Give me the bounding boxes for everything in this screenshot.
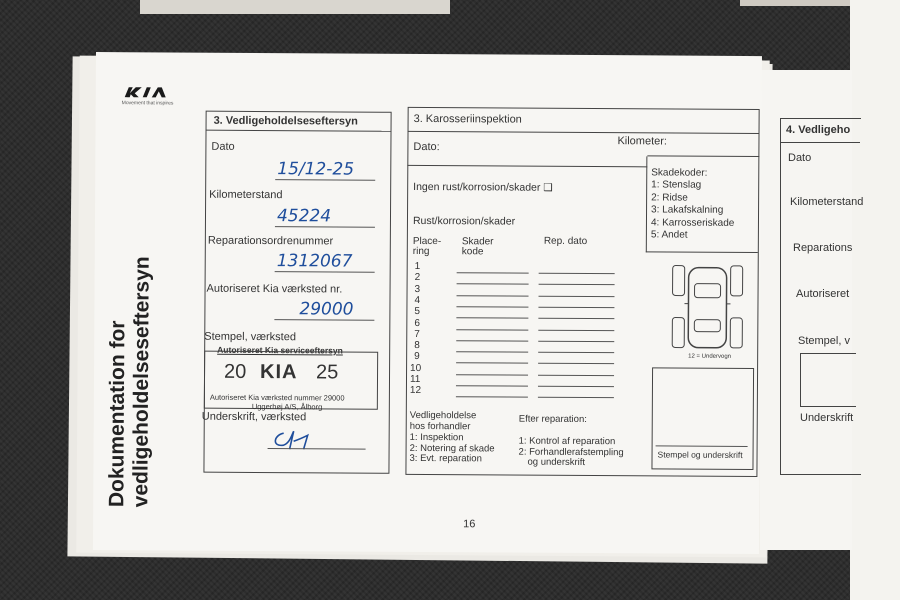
- inspection-km-label: Kilometer:: [617, 135, 668, 148]
- side-title-line1: Dokumentation for: [105, 320, 130, 508]
- damage-code: 3: Lakafskalning: [651, 204, 724, 216]
- col-damage-1: Skader: [461, 236, 494, 248]
- car-diagram-icon: [670, 262, 745, 354]
- row-number: 1: [414, 260, 421, 272]
- col-place-1: Place-: [412, 235, 442, 248]
- stamp-line1: Autoriseret Kia værksted nummer 29000: [209, 392, 345, 403]
- maint-title-2: hos forhandler: [409, 420, 471, 433]
- col-damage-2: kode: [461, 246, 484, 258]
- next-stamp-label: Stempel, v: [798, 335, 850, 347]
- row-number: 8: [414, 340, 420, 352]
- row-number: 5: [414, 306, 421, 318]
- next-stamp-box: [800, 353, 856, 407]
- next-sign-label: Underskrift: [800, 412, 854, 424]
- stamp-label: Stempel, værksted: [204, 330, 297, 344]
- next-km-label: Kilometerstand: [790, 196, 864, 208]
- damage-code: 5: Andet: [650, 229, 688, 241]
- rust-label: Rust/korrosion/skader: [412, 214, 516, 228]
- date-value: 15/12-25: [277, 159, 355, 180]
- damage-code: 2: Ridse: [651, 191, 688, 204]
- row-number: 4: [414, 294, 421, 306]
- stamp-line2: Uggerhøj A/S, Ålborg: [251, 401, 323, 412]
- date-label: Dato: [211, 140, 235, 153]
- row-number: 6: [414, 317, 420, 329]
- damage-code: 1: Stenslag: [651, 179, 702, 191]
- page-number: 16: [463, 518, 476, 531]
- dealer-number-label: Autoriseret Kia værksted nr.: [206, 282, 343, 296]
- after-repair-title: Efter reparation:: [518, 413, 587, 426]
- after-repair-item: og underskrift: [527, 456, 586, 468]
- signature-label: Underskrift, værksted: [201, 410, 307, 424]
- body-inspection-title: 3. Karosseriinspektion: [413, 112, 522, 126]
- document-page: [93, 52, 762, 554]
- col-place-2: ring: [412, 245, 430, 258]
- stamp-kia-logo: KIA: [259, 361, 298, 384]
- next-title-divider: [780, 142, 860, 143]
- row-number: 12: [409, 385, 422, 397]
- side-title-line2: vedligeholdelseseftersyn: [129, 256, 154, 508]
- no-rust-label: Ingen rust/korrosion/skader ❑: [413, 180, 553, 194]
- after-repair-item: 2: Forhandlerafstempling: [518, 446, 624, 458]
- next-dealer-label: Autoriseret: [796, 288, 850, 300]
- next-page: [760, 70, 864, 550]
- km-value: 45224: [276, 206, 332, 227]
- next-ro-label: Reparations: [793, 242, 853, 254]
- damage-code: 4: Karrosseriskade: [650, 216, 735, 229]
- next-form-title: 4. Vedligeho: [786, 124, 851, 136]
- dealer-number-value: 29000: [299, 299, 354, 320]
- stamp-year-right: 25: [315, 361, 339, 384]
- maint-item: 2: Notering af skade: [409, 442, 495, 454]
- top-book-edge-right: [740, 0, 850, 6]
- row-number: 11: [409, 373, 421, 385]
- row-number: 9: [414, 351, 420, 363]
- damage-codes-title: Skadekoder:: [651, 167, 708, 179]
- maint-title-1: Vedligeholdelse: [409, 409, 477, 422]
- stamp-sign-label: Stempel og underskrift: [657, 449, 743, 460]
- side-title: [105, 207, 155, 507]
- top-book-edge: [140, 0, 450, 14]
- car-caption: 12 = Undervogn: [688, 353, 732, 360]
- row-number: 10: [410, 362, 422, 374]
- repair-order-label: Reparationsordrenummer: [207, 234, 334, 248]
- maint-item: 3: Evt. reparation: [409, 452, 482, 465]
- maint-item: 1: Inspektion: [409, 431, 464, 444]
- stamp-year-left: 20: [223, 360, 247, 383]
- stamp-header: Autoriseret Kia serviceeftersyn: [217, 344, 343, 356]
- row-number: 3: [414, 283, 421, 295]
- repair-order-value: 1312067: [276, 251, 353, 272]
- kia-tagline: Movement that inspires: [121, 100, 174, 107]
- after-repair-item: 1: Kontrol af reparation: [518, 435, 616, 448]
- row-number: 7: [414, 328, 420, 340]
- row-number: 2: [414, 272, 421, 284]
- col-rep-date: Rep. dato: [543, 235, 588, 248]
- kia-logo-icon: [122, 84, 172, 100]
- inspection-date-label: Dato:: [413, 140, 440, 154]
- next-date-label: Dato: [788, 152, 812, 164]
- km-label: Kilometerstand: [209, 188, 283, 202]
- maintenance-form-title: 3. Vedligeholdelseseftersyn: [213, 114, 358, 128]
